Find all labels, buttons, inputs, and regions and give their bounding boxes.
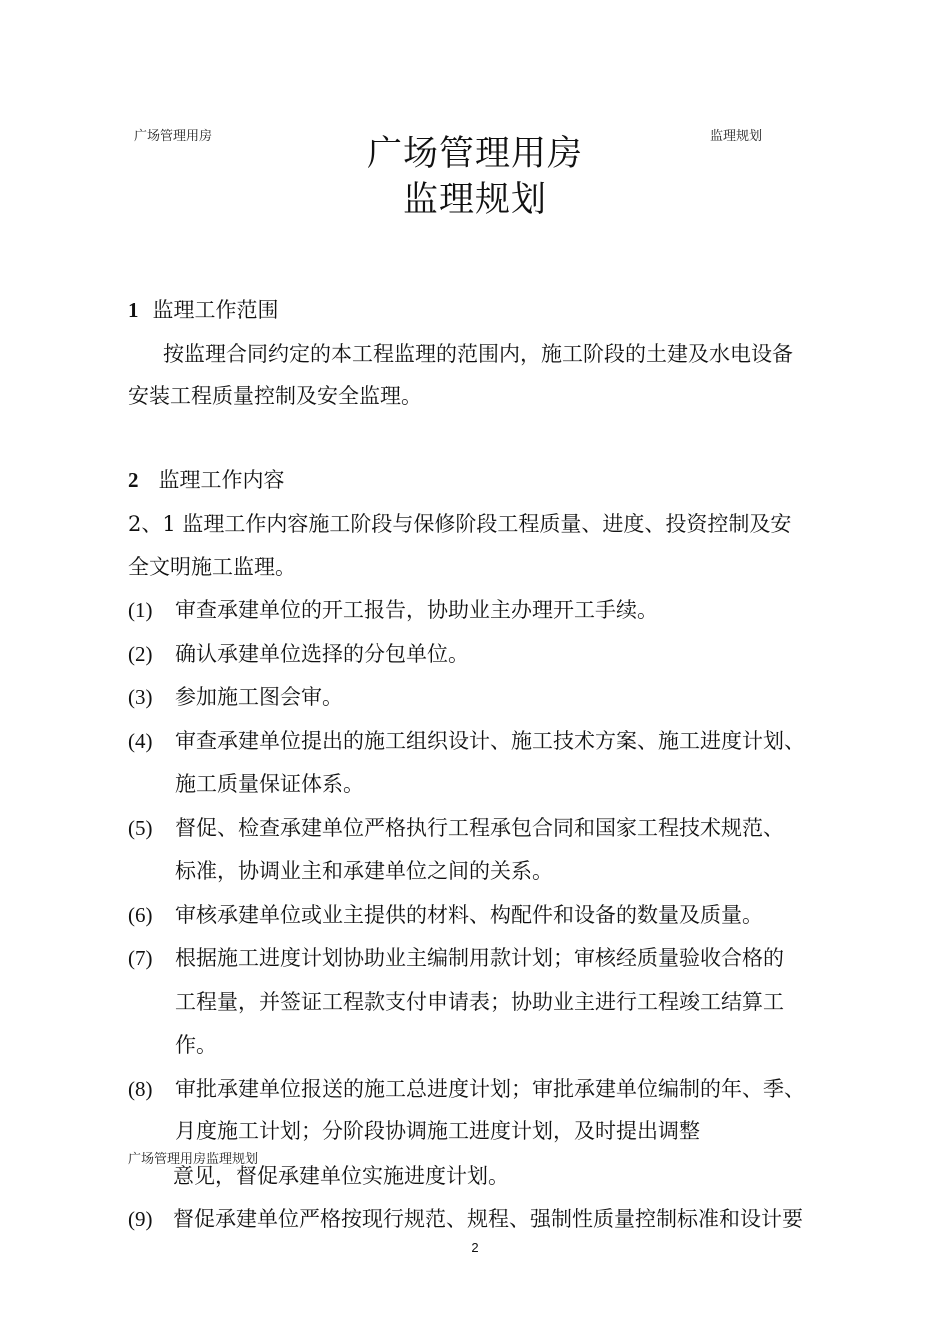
list-item-number: (1) <box>128 598 153 622</box>
section2-heading-text: 监理工作内容 <box>158 468 285 492</box>
list-item-continuation: 施工质量保证体系。 <box>175 772 364 796</box>
list-item-text: 确认承建单位选择的分包单位。 <box>175 642 469 666</box>
list-item-text: 根据施工进度计划协助业主编制用款计划；审核经质量验收合格的 <box>175 946 784 970</box>
list-item <box>128 901 763 929</box>
list-item-text: 审批承建单位报送的施工总进度计划；审批承建单位编制的年、季、 <box>175 1077 805 1101</box>
list-item-number: (9) <box>128 1207 153 1231</box>
section2-heading <box>128 466 285 494</box>
section1-number: 1 <box>128 298 139 322</box>
list-item <box>128 683 343 711</box>
list-item-text: 参加施工图会审。 <box>175 685 343 709</box>
section1-paragraph-line1: 按监理合同约定的本工程监理的范围内，施工阶段的土建及水电设备 <box>163 342 793 366</box>
list-item <box>128 727 805 755</box>
header-right-text: 监理规划 <box>710 129 763 144</box>
list-item <box>128 1205 803 1233</box>
list-item <box>128 814 784 842</box>
list-item-text: 审核承建单位或业主提供的材料、构配件和设备的数量及质量。 <box>175 903 763 927</box>
header-left-text: 广场管理用房 <box>134 129 213 144</box>
list-item <box>128 1075 805 1103</box>
list-item-continuation: 作。 <box>175 1033 217 1057</box>
list-item-continuation: 标准，协调业主和承建单位之间的关系。 <box>175 859 553 883</box>
list-item-text: 督促承建单位严格按现行规范、规程、强制性质量控制标准和设计要 <box>173 1207 803 1231</box>
list-item <box>128 944 784 972</box>
list-item-number: (3) <box>128 685 153 709</box>
footer-label: 广场管理用房监理规划 <box>128 1152 259 1167</box>
section1-heading-text: 监理工作范围 <box>152 298 279 322</box>
document-title-line1: 广场管理用房 <box>366 134 583 174</box>
list-item-text: 审查承建单位的开工报告，协助业主办理开工手续。 <box>175 598 658 622</box>
list-item <box>128 596 658 624</box>
list-item-number: (5) <box>128 816 153 840</box>
document-title-line2: 监理规划 <box>402 180 547 220</box>
list-item-number: (2) <box>128 642 153 666</box>
list-item-continuation: 意见，督促承建单位实施进度计划。 <box>173 1164 509 1188</box>
section1-paragraph-line2: 安装工程质量控制及安全监理。 <box>128 384 422 408</box>
list-item-text: 督促、检查承建单位严格执行工程承包合同和国家工程技术规范、 <box>175 816 784 840</box>
section1-heading <box>128 296 279 324</box>
subsection-2-1-line2: 全文明施工监理。 <box>128 555 296 579</box>
list-item-continuation: 月度施工计划；分阶段协调施工进度计划，及时提出调整 <box>175 1119 700 1143</box>
list-item <box>128 640 469 668</box>
list-item-text: 审查承建单位提出的施工组织设计、施工技术方案、施工进度计划、 <box>175 729 805 753</box>
list-item-continuation: 工程量，并签证工程款支付申请表；协助业主进行工程竣工结算工 <box>175 990 784 1014</box>
list-item-number: (8) <box>128 1077 153 1101</box>
list-item-number: (7) <box>128 946 153 970</box>
subsection-2-1-line1: 2、1 监理工作内容施工阶段与保修阶段工程质量、进度、投资控制及安 <box>128 512 792 536</box>
list-item-number: (4) <box>128 729 153 753</box>
page-number: 2 <box>471 1240 479 1255</box>
section2-number: 2 <box>128 468 139 492</box>
list-item-number: (6) <box>128 903 153 927</box>
